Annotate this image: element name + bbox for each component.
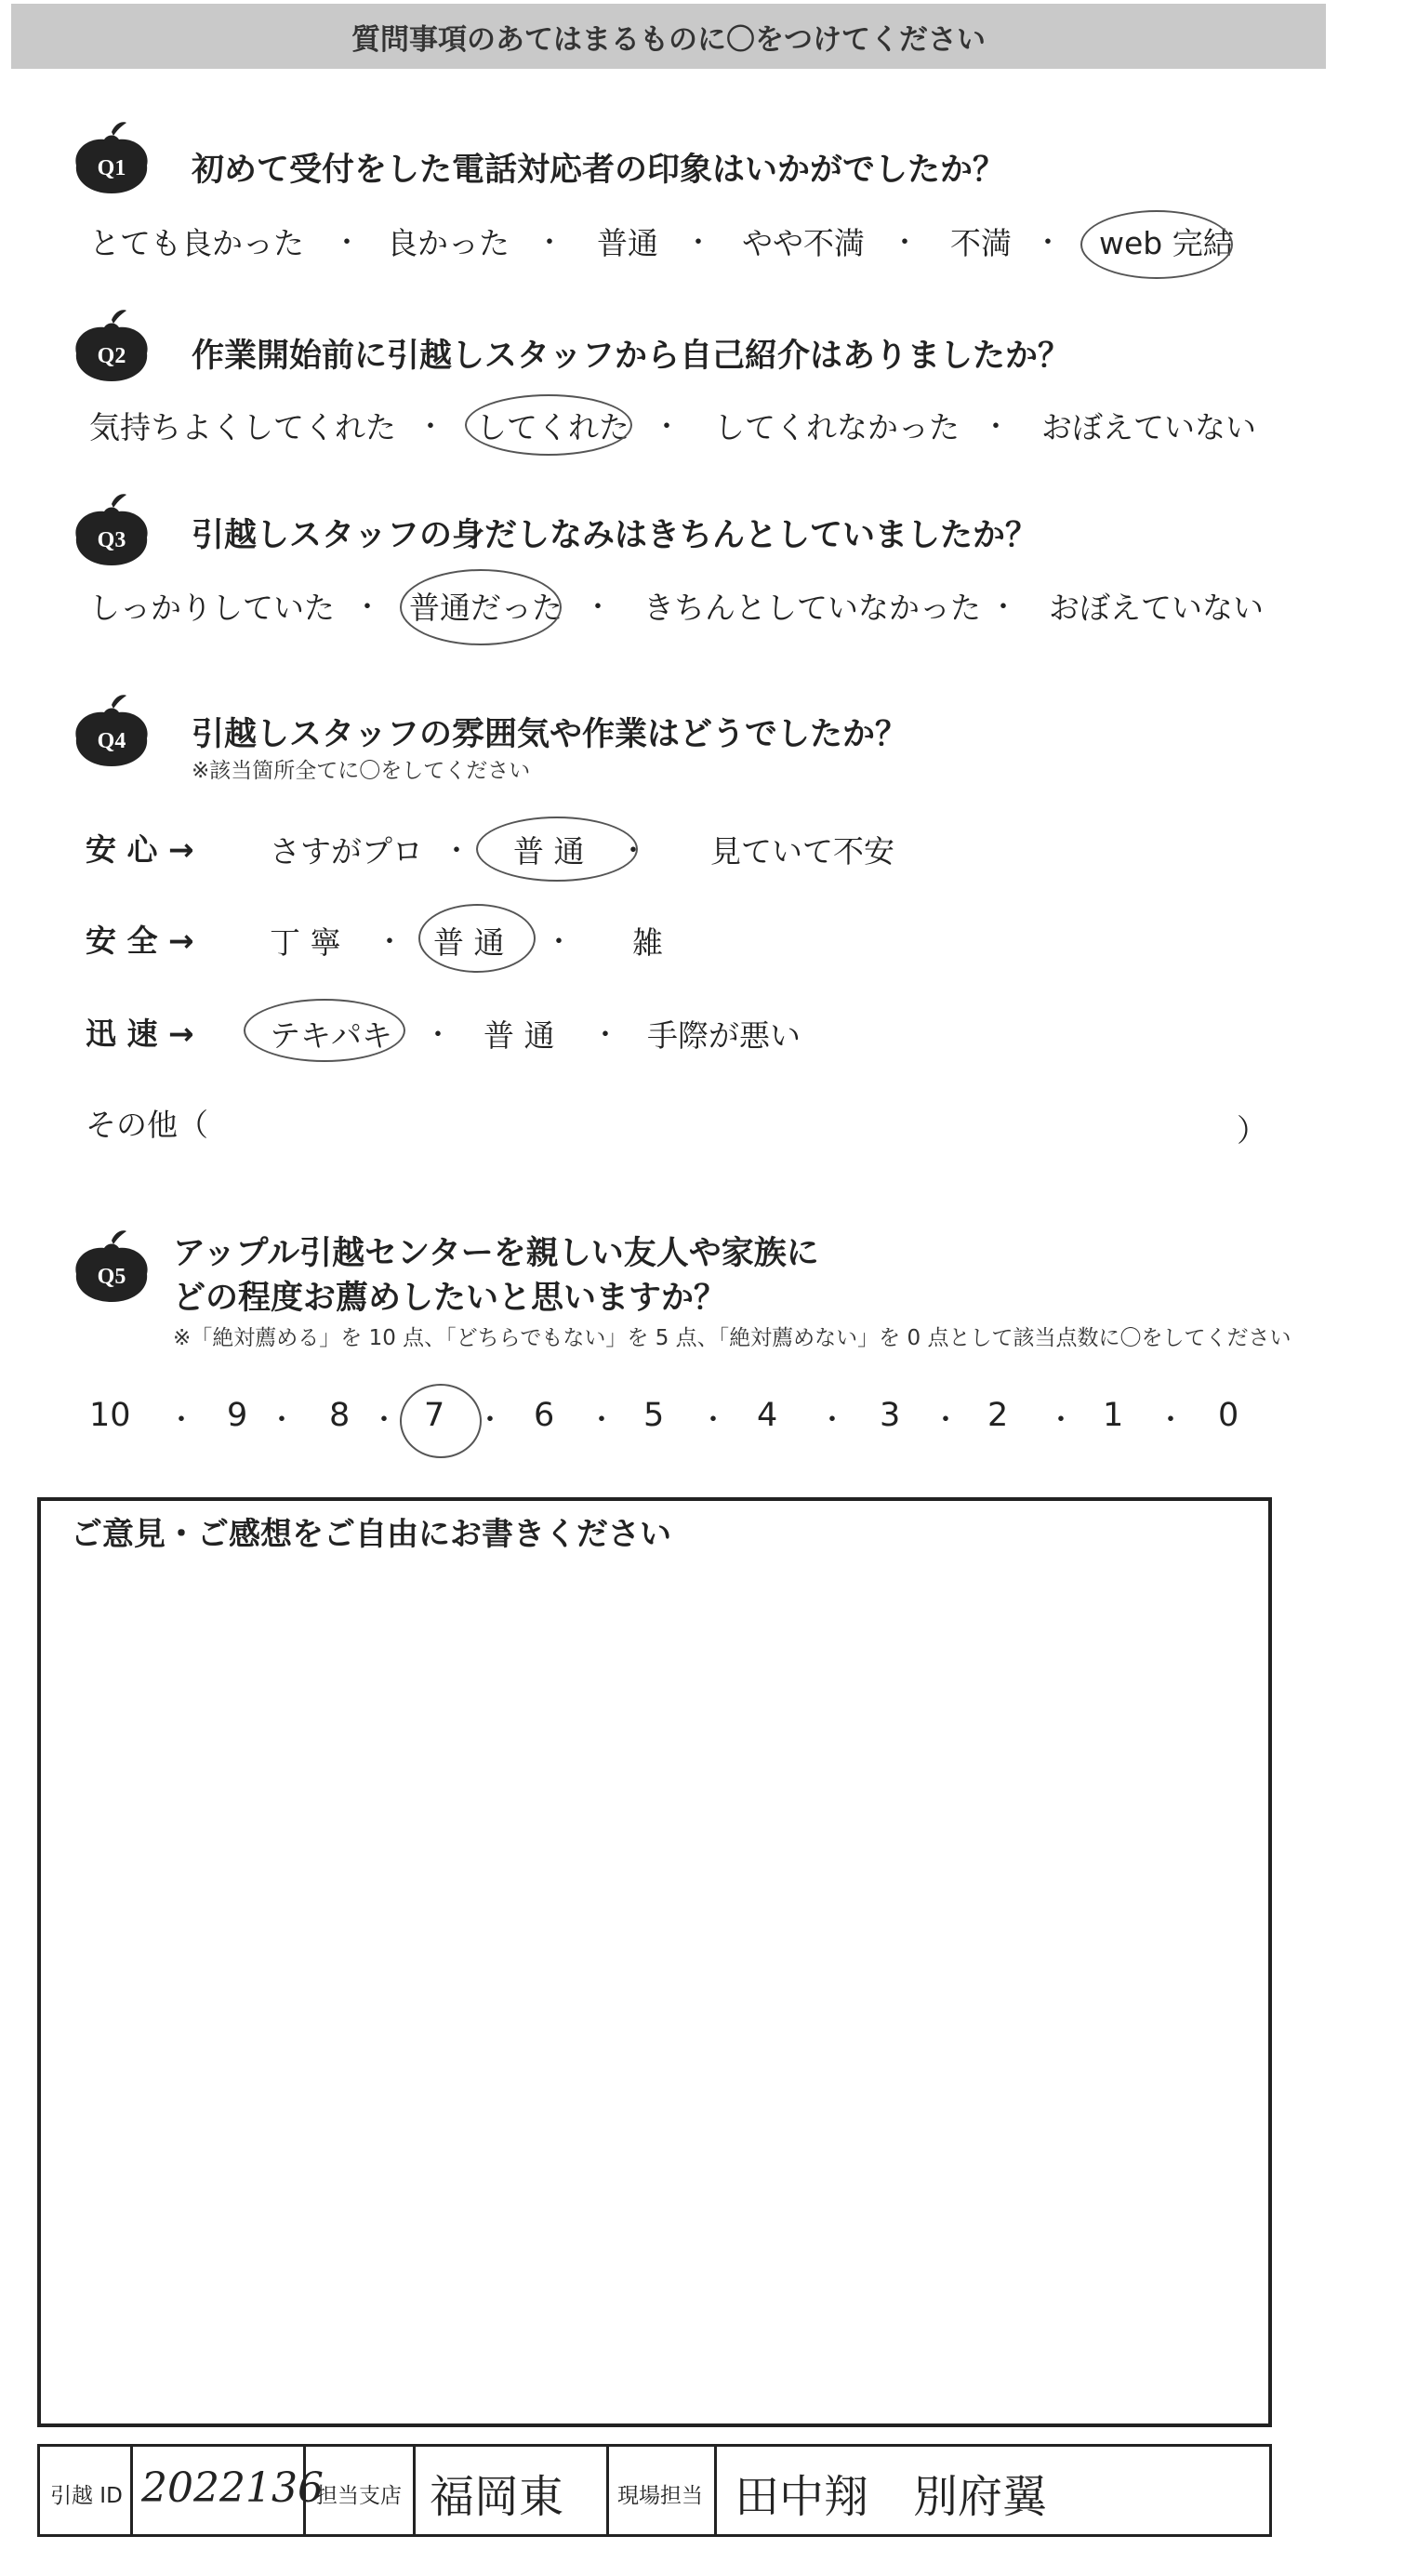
separator-dot: ・ [333, 227, 361, 259]
footer-divider [606, 2444, 609, 2537]
q4-row-3-option-1[interactable]: テキパキ [270, 1017, 392, 1054]
q4-badge-icon [67, 692, 156, 770]
moving-id-value[interactable]: 2022136 [141, 2464, 324, 2512]
q3-badge-icon [67, 491, 156, 569]
q2-option-4[interactable]: おぼえていない [1041, 409, 1256, 445]
separator-dot: ・ [476, 1404, 504, 1437]
q3-option-1[interactable]: しっかりしていた [89, 590, 335, 626]
q1-options [89, 219, 1261, 266]
q4-other-close: ） [1237, 1112, 1267, 1149]
q5-badge-label: Q5 [97, 1265, 126, 1289]
q1-option-4[interactable]: やや不満 [742, 225, 865, 261]
q5-score-1[interactable]: 1 [1103, 1397, 1124, 1434]
separator-dot: ・ [370, 1404, 398, 1437]
q3-question: 引越しスタッフの身だしなみはきちんとしていましたか？ [192, 517, 1039, 554]
q2-options [89, 404, 1261, 450]
survey-instructions: 質問事項のあてはまるものに〇をつけてください [351, 22, 986, 57]
separator-dot: ・ [684, 227, 712, 259]
q1-option-1[interactable]: とても良かった [89, 225, 304, 261]
q5-score-4[interactable]: 4 [757, 1397, 778, 1434]
separator-dot: ・ [1157, 1404, 1185, 1437]
q1-option-3[interactable]: 普通 [597, 225, 658, 261]
separator-dot: ・ [167, 1404, 195, 1437]
separator-dot: ・ [1034, 227, 1062, 259]
separator-dot: ・ [353, 591, 381, 624]
separator-dot: ・ [536, 227, 563, 259]
q5-score-5[interactable]: 5 [643, 1397, 665, 1434]
separator-dot: ・ [591, 1019, 619, 1052]
q1-badge-icon [67, 119, 156, 197]
comments-box[interactable] [37, 1497, 1272, 2427]
separator-dot: ・ [588, 1404, 616, 1437]
q1-question: 初めて受付をした電話対応者の印象はいかがでしたか？ [192, 152, 1006, 189]
q4-row-1-option-1[interactable]: さすがプロ [270, 833, 423, 870]
staff-value[interactable]: 田中翔 別府翼 [735, 2471, 1048, 2523]
separator-dot: ・ [619, 835, 647, 868]
q2-option-2[interactable]: してくれた [476, 409, 629, 445]
separator-dot: ・ [443, 835, 470, 868]
q4-other-input[interactable] [232, 1097, 1227, 1140]
q5-score-3[interactable]: 3 [880, 1397, 901, 1434]
q3-option-3[interactable]: きちんとしていなかった [643, 590, 981, 626]
q4-question: 引越しスタッフの雰囲気や作業はどうでしたか？ [192, 716, 908, 753]
q5-badge-icon [67, 1228, 156, 1306]
branch-label: 担当支店 [316, 2484, 402, 2508]
q5-score-6[interactable]: 6 [534, 1397, 555, 1434]
q4-row-3-option-3[interactable]: 手際が悪い [647, 1017, 801, 1054]
q4-row-1-option-3[interactable]: 見ていて不安 [710, 833, 894, 870]
separator-dot: ・ [268, 1404, 296, 1437]
separator-dot: ・ [545, 926, 573, 959]
q4-row-3-option-2[interactable]: 普 通 [483, 1017, 555, 1054]
separator-dot: ・ [932, 1404, 960, 1437]
separator-dot: ・ [989, 591, 1017, 624]
q4-other-label: その他（ [86, 1107, 208, 1143]
q4-badge-label: Q4 [97, 729, 126, 753]
q1-badge-label: Q1 [97, 156, 126, 180]
separator-dot: ・ [653, 411, 681, 444]
q4-row-1-label: 安 心 → [86, 831, 194, 868]
q5-score-9[interactable]: 9 [227, 1397, 248, 1434]
separator-dot: ・ [584, 591, 612, 624]
q5-rating-scale [89, 1397, 1261, 1453]
q1-option-6[interactable]: web 完結 [1099, 225, 1234, 261]
q2-badge-icon [67, 307, 156, 385]
separator-dot: ・ [1047, 1404, 1075, 1437]
q4-note: ※該当箇所全てに〇をしてください [192, 759, 531, 783]
separator-dot: ・ [891, 227, 919, 259]
q5-score-10[interactable]: 10 [89, 1397, 131, 1434]
q2-option-1[interactable]: 気持ちよくしてくれた [89, 409, 396, 445]
q4-row-2-option-1[interactable]: 丁 寧 [270, 924, 341, 961]
q2-option-3[interactable]: してくれなかった [714, 409, 960, 445]
q5-note: ※「絶対薦める」を 10 点、「どちらでもない」を 5 点、「絶対薦めない」を 0 点として該当点数に〇をしてください [173, 1326, 1291, 1350]
q1-option-5[interactable]: 不満 [950, 225, 1012, 261]
q5-question-line-2: どの程度お薦めしたいと思いますか？ [173, 1280, 727, 1317]
q3-option-2[interactable]: 普通だった [409, 590, 563, 626]
footer-divider [130, 2444, 133, 2537]
footer-divider [413, 2444, 416, 2537]
moving-id-label: 引越 ID [50, 2484, 123, 2508]
staff-label: 現場担当 [617, 2484, 703, 2508]
q5-question-line-1: アップル引越センターを親しい友人や家族に [173, 1235, 819, 1272]
q4-row-2-option-3[interactable]: 雑 [632, 924, 663, 961]
q4-row-2-option-2[interactable]: 普 通 [433, 924, 505, 961]
q3-option-4[interactable]: おぼえていない [1049, 590, 1264, 626]
q3-options [89, 584, 1264, 631]
separator-dot: ・ [417, 411, 444, 444]
separator-dot: ・ [699, 1404, 727, 1437]
q4-row-3-label: 迅 速 → [86, 1016, 194, 1052]
separator-dot: ・ [982, 411, 1010, 444]
q4-row-2-label: 安 全 → [86, 923, 194, 959]
q5-score-0[interactable]: 0 [1218, 1397, 1239, 1434]
comments-title: ご意見・ご感想をご自由にお書きください [71, 1516, 671, 1553]
q1-option-2[interactable]: 良かった [387, 225, 510, 261]
q5-score-8[interactable]: 8 [329, 1397, 351, 1434]
survey-header [11, 4, 1326, 69]
branch-value[interactable]: 福岡東 [430, 2471, 564, 2523]
separator-dot: ・ [424, 1019, 452, 1052]
q5-score-7[interactable]: 7 [424, 1397, 445, 1434]
q2-badge-label: Q2 [97, 344, 126, 368]
q5-score-2[interactable]: 2 [987, 1397, 1009, 1434]
q2-question: 作業開始前に引越しスタッフから自己紹介はありましたか？ [192, 338, 1071, 375]
q3-badge-label: Q3 [97, 528, 126, 552]
separator-dot: ・ [818, 1404, 846, 1437]
footer-divider [714, 2444, 717, 2537]
separator-dot: ・ [376, 926, 404, 959]
q4-row-1-option-2[interactable]: 普 通 [513, 833, 585, 870]
